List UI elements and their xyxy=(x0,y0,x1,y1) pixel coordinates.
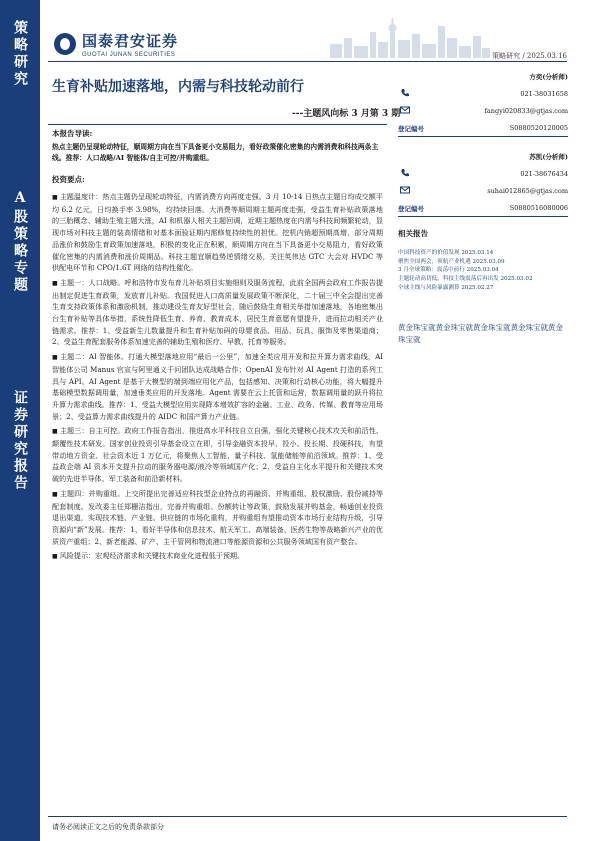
sidebar-label-topic: A股策略专题 xyxy=(12,190,28,294)
footer-disclaimer: 请务必阅读正文之后的免责条款部分 xyxy=(52,823,164,831)
summary-divider xyxy=(48,124,387,125)
summary-heading: 本报告导读: xyxy=(52,129,93,138)
analyst-cert-label: 登记编号 xyxy=(398,125,424,133)
related-report-item[interactable]: 全球主线与风险暴露测算 2025.02.27 xyxy=(398,284,494,291)
related-reports-list xyxy=(398,249,570,293)
brand-logo xyxy=(54,30,178,58)
header-divider xyxy=(48,61,567,62)
paragraph-theme-self-reliance: ■ 主题三：自主可控。政府工作报告指出，推进高水平科技自立自强，强化关键核心技术攻关和前沿性、颠覆性技术研发。国家创业投资引导基金设立在即，引导金融资本投早、投小、投长期、投硬科技，有望带动地方资金、社会资本近 1 万亿元，将聚焦人工智能、量子科技、氢能储能等前沿领域。推荐：1、受益政企端 AI 资本开支提升拉动的服务器电源/液冷等领域国产化；2、受益自主化水平提升和关键技术突破的先进半导体、军工装备和前沿新材料。 xyxy=(52,425,383,485)
footer-divider xyxy=(48,816,567,817)
paragraph-theme-population: ■ 主题一：人口战略。呼和浩特市发布育儿补贴项目实施细则及服务流程，此前全国两会政府工作报告提出制定促进生育政策，发放育儿补贴。我国促进人口高质量发展政策不断深化，二十届三中全会提出完善生育支持政策体系和激励机制，推动建设生育友好型社会，随后鼓励生育相关举措加速落地，各地密集出台生育补贴等具体举措，系统性降低生育、养育、教育成本，居民生育意愿有望提升，进而拉动相关产业链需求。推荐：1、受益新生儿数量提升和生育补贴加码的母婴食品、用品、玩具、服饰及零售渠道商；2、受益生育配套服务体系加速完善的辅助生殖和医疗、早教、托育等服务。 xyxy=(52,277,383,348)
analyst-cert-label: 登记编号 xyxy=(398,205,424,213)
analyst-email[interactable]: suhai012865@gtjas.com xyxy=(487,187,568,195)
paragraph-theme-thermometer: ■ 主题温度计：热点主题仍呈现轮动特征，内需消费方向再度走强。3 月 10-14 日热点主题日均成交额平均 6.2 亿元，日均换手率 3.98%，均持续回落。大消费等顺周期主题再度走强，受益生育补贴政策落地的三胎概念、辅助生殖主题大涨，AI 和机器人相关主题回调，近期主题热度在内需与科技间频繁轮动，显现市场对科技主题的装高情绪和对基本面验证期内需修复持续性的担忧。挖机内销超预期高增、部分周期品涨价和鼓励生育政策加速落地，积极的变化正在积累，顺周期方向在当下具备更小交易阻力，看好政策催化密集的内需消费和涨价周期品。科技主题宜顺趋势逆情绪交易，关注英伟达 GTC 大会对 HVDC 等供配电环节和 CPO/1.6T 网络的结构性催化。 xyxy=(52,191,383,274)
brand-name-en: GUOTAI JUNAN SECURITIES xyxy=(82,52,176,58)
related-report-item[interactable]: 主题轮动高切低，科技主线震荡后再出发 2025.03.02 xyxy=(398,276,533,283)
analyst-phone: 021-38676434 xyxy=(520,170,568,178)
analyst-cert-no: S0880520120005 xyxy=(509,124,568,132)
sidebar-label-report: 证券研究报告 xyxy=(12,390,28,492)
analyst-cert-no: S0880516080006 xyxy=(509,204,568,212)
city-skyline-image xyxy=(330,18,490,58)
analyst-divider xyxy=(398,216,568,217)
report-subtitle: ---主题风向标 3 月第 3 期 xyxy=(292,109,401,119)
paragraph-theme-mna: ■ 主题四：并购重组。上交所提出完善适应科技型企业特点的再融资、并购重组、股权激励、股份减持等配套制度。发改委主任郑栅洁指出，完善并购重组、份额转让等政策，鼓励发展并购基金，畅通创业投资退出渠道，实现技术链、产业链、供应链的市场化重构，并购重组有望推动资本市场行业结构升级，引导资源向“新”发展。推荐：1、看好半导体和信息技术、航天军工、高端装备、医药生物等战略新兴产业的优质资产重组；2、新老能源、矿产、主干管网和物流港口等能源资源和公共服务领域国有资产整合。 xyxy=(52,488,383,548)
summary-lead: 热点主题仍呈现轮动特征，顺周期方向在当下具备更小交易阻力，看好政策催化密集的内需消费和科技两条主线。推荐：人口战略/AI 智能体/自主可控/并购重组。 xyxy=(52,143,379,162)
analyst-card xyxy=(398,152,568,228)
invest-heading: 投资要点: xyxy=(52,175,85,184)
related-report-item[interactable]: 3 月全球策略：震荡中前行 2025.03.04 xyxy=(398,267,499,274)
analyst-phone: 021-38031658 xyxy=(520,90,568,98)
analyst-email[interactable]: fangyi020833@gtjas.com xyxy=(484,107,568,115)
brand-name-cn: 国泰君安证券 xyxy=(82,32,179,50)
analyst-card xyxy=(398,72,568,148)
header-date: 策略研究 / 2025.03.16 xyxy=(492,52,567,60)
related-reports-heading: 相关报告 xyxy=(398,229,428,238)
analyst-panel xyxy=(398,72,568,228)
related-report-item[interactable]: 中国科技资产的价值发现 2025.03.14 xyxy=(398,250,494,256)
sidebar-label-strategy: 策略研究 xyxy=(12,20,28,88)
report-title: 生育补贴加速落地，内需与科技轮动前行 xyxy=(52,79,304,95)
analyst-divider xyxy=(398,136,568,137)
related-extra-text: 黄金珠宝就黄金珠宝就黄金珠宝就黄金珠宝就黄金珠宝就 xyxy=(398,323,563,344)
related-report-item[interactable]: 聚焦全国两会，领航产业机遇 2025.03.09 xyxy=(398,258,505,265)
logo-emblem-icon xyxy=(54,33,76,55)
analyst-name: 方奕(分析师) xyxy=(529,73,568,81)
analyst-name: 苏凯(分析师) xyxy=(529,153,568,161)
paragraph-risk: ■ 风险提示：宏观经济需求和关键技术商业化进程低于预期。 xyxy=(52,550,383,563)
report-body xyxy=(52,191,383,566)
paragraph-theme-ai-agent: ■ 主题二：AI 智能体。打通大模型落地应用“最后一公里”，加速全类应用开发和拉升算力需求曲线，AI 智能体公司 Manus 官宣与阿里通义千问团队达成战略合作；OpenAI 发布针对 AI Agent 打造的系列工具与 API。AI Agent 是基于大模型的端到端应用化产品，包括感知、决策和行动核心功能，将大幅提升基础模型数据调用量，加速垂类应用的开发落地。Agent 需要在云上托管和运营，数据调用量的跃升将拉升算力需求曲线。推荐：1、受益大模型应用实现降本增效扩容的金融、工业、政务、传媒、教育等应用场景；2、受益算力需求曲线提升的 AIDC 和国产算力产业链。 xyxy=(52,351,383,422)
